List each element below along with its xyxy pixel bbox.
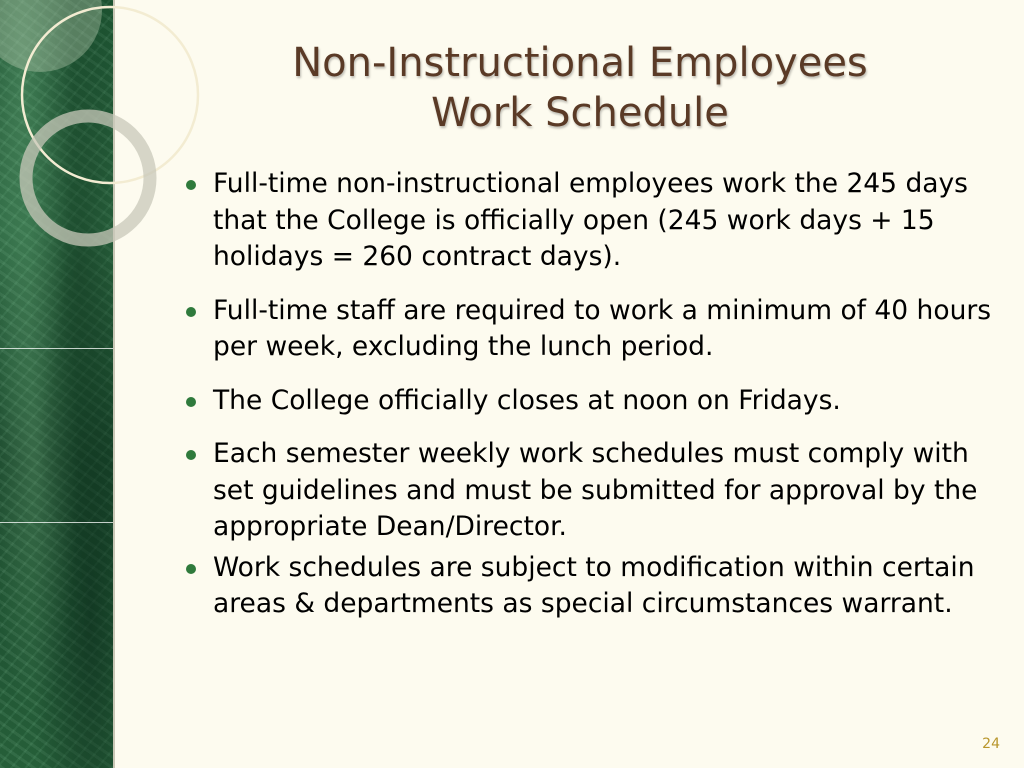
decorative-rings-icon [0,0,130,260]
bullet-dot-icon [186,180,196,190]
list-item [183,166,1003,276]
bullet-list [183,166,1003,640]
bullet-dot-icon [186,307,196,317]
sidebar-divider [0,348,113,349]
list-item [183,383,1003,420]
bullet-text: The College officially closes at noon on Fridays. [213,384,841,416]
bullet-text: Work schedules are subject to modification within certain areas & departments as special circumstances warrant. [213,551,975,619]
bullet-text: Full-time staff are required to work a minimum of 40 hours per week, excluding the lunch period. [213,294,992,362]
bullet-dot-icon [186,450,196,460]
list-item [183,436,1003,546]
page-number: 24 [982,736,1000,752]
bullet-text: Each semester weekly work schedules must comply with set guidelines and must be submitted for approval by the appropriate Dean/Director. [213,438,978,542]
slide-title [150,38,1010,138]
bullet-dot-icon [186,397,196,407]
bullet-dot-icon [186,564,196,574]
list-item [183,550,1003,623]
bullet-text: Full-time non-instructional employees work the 245 days that the College is officially open (245 work days + 15 holidays = 260 contract days). [213,168,968,272]
slide-title-line-1: Non-Instructional Employees [292,40,868,86]
sidebar-divider [0,522,113,523]
slide-title-line-2: Work Schedule [431,90,729,136]
list-item [183,293,1003,366]
